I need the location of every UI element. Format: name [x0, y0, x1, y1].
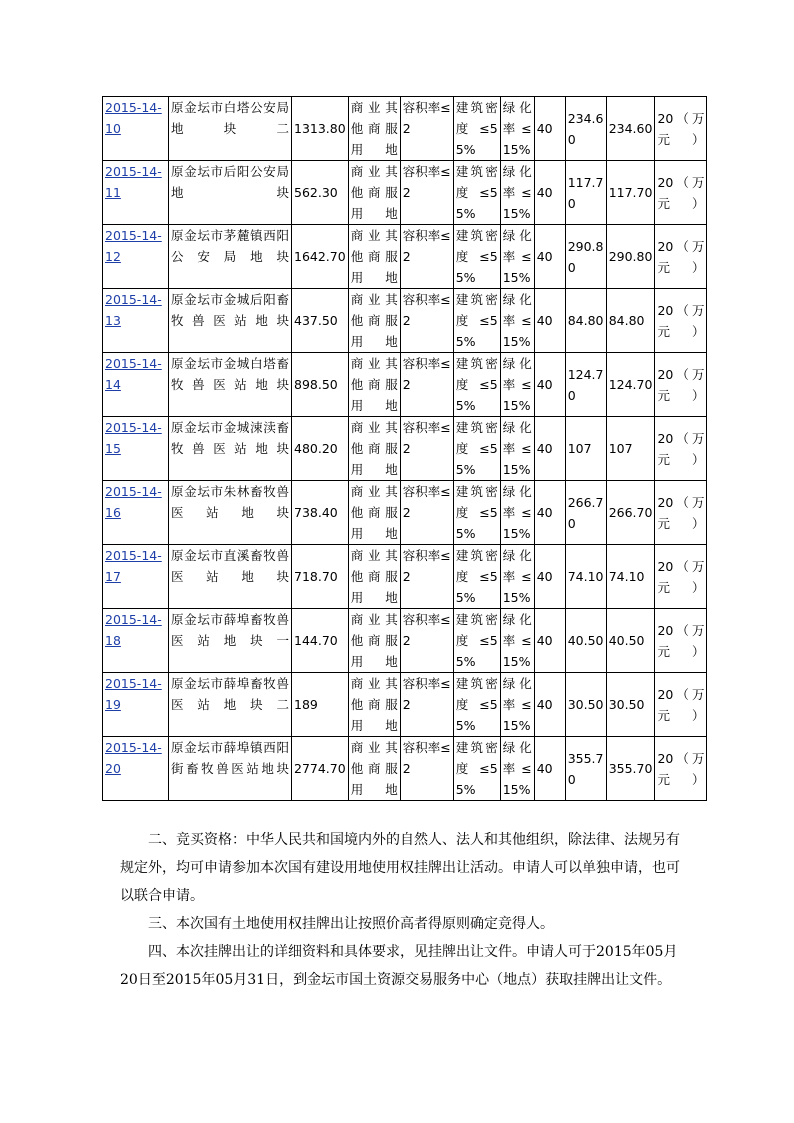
parcel-code-link[interactable]: 2015-14-20 [105, 740, 162, 776]
green-ratio-cell: 绿化率≤15% [500, 417, 534, 481]
parcel-area-cell: 718.70 [292, 545, 349, 609]
parcel-name-cell: 原金坛市后阳公安局地块 [169, 161, 292, 225]
parcel-area-cell: 562.30 [292, 161, 349, 225]
table-row [103, 161, 707, 225]
floor-area-ratio-cell: 容积率≤2 [400, 481, 453, 545]
starting-price-cell: 266.70 [565, 481, 606, 545]
parcel-name-cell: 原金坛市金城涑渎畜牧兽医站地块 [169, 417, 292, 481]
parcel-code-link-cell [103, 545, 169, 609]
land-use-cell: 商业其他商服用地 [348, 545, 400, 609]
lease-years-cell: 40 [534, 289, 565, 353]
green-ratio-cell: 绿化率≤15% [500, 161, 534, 225]
parcel-name-cell: 原金坛市薛埠镇西阳街畜牧兽医站地块 [169, 737, 292, 801]
parcel-code-link[interactable]: 2015-14-15 [105, 420, 162, 456]
table-row [103, 673, 707, 737]
green-ratio-cell: 绿化率≤15% [500, 289, 534, 353]
parcel-code-link-cell [103, 97, 169, 161]
parcel-code-link[interactable]: 2015-14-14 [105, 356, 162, 392]
reserve-price-cell: 266.70 [606, 481, 655, 545]
starting-price-cell: 124.70 [565, 353, 606, 417]
parcel-name-cell: 原金坛市薛埠畜牧兽医站地块二 [169, 673, 292, 737]
parcel-code-link-cell [103, 417, 169, 481]
parcel-area-cell: 1642.70 [292, 225, 349, 289]
green-ratio-cell: 绿化率≤15% [500, 673, 534, 737]
green-ratio-cell: 绿化率≤15% [500, 609, 534, 673]
floor-area-ratio-cell: 容积率≤2 [400, 353, 453, 417]
lease-years-cell: 40 [534, 609, 565, 673]
parcel-area-cell: 480.20 [292, 417, 349, 481]
land-use-cell: 商业其他商服用地 [348, 225, 400, 289]
reserve-price-cell: 74.10 [606, 545, 655, 609]
floor-area-ratio-cell: 容积率≤2 [400, 97, 453, 161]
parcel-name-cell: 原金坛市白塔公安局地块二 [169, 97, 292, 161]
parcel-area-cell: 1313.80 [292, 97, 349, 161]
starting-price-cell: 355.70 [565, 737, 606, 801]
land-use-cell: 商业其他商服用地 [348, 673, 400, 737]
parcel-name-cell: 原金坛市直溪畜牧兽医站地块 [169, 545, 292, 609]
parcel-code-link[interactable]: 2015-14-10 [105, 100, 162, 136]
floor-area-ratio-cell: 容积率≤2 [400, 737, 453, 801]
parcel-code-link[interactable]: 2015-14-11 [105, 164, 162, 200]
deposit-amount-cell: 20（万元） [655, 737, 707, 801]
deposit-amount-cell: 20（万元） [655, 609, 707, 673]
paragraph-qualification: 二、竞买资格：中华人民共和国境内外的自然人、法人和其他组织，除法律、法规另有规定外，均可申请参加本次国有建设用地使用权挂牌出让活动。申请人可以单独申请，也可以联合申请。 [120, 832, 680, 904]
paragraph-winner-rule: 三、本次国有土地使用权挂牌出让按照价高者得原则确定竞得人。 [148, 916, 554, 932]
green-ratio-cell: 绿化率≤15% [500, 97, 534, 161]
reserve-price-cell: 107 [606, 417, 655, 481]
floor-area-ratio-cell: 容积率≤2 [400, 417, 453, 481]
reserve-price-cell: 234.60 [606, 97, 655, 161]
reserve-price-cell: 117.70 [606, 161, 655, 225]
reserve-price-cell: 290.80 [606, 225, 655, 289]
land-use-cell: 商业其他商服用地 [348, 289, 400, 353]
building-density-cell: 建筑密度≤55% [453, 289, 500, 353]
lease-years-cell: 40 [534, 353, 565, 417]
building-density-cell: 建筑密度≤55% [453, 609, 500, 673]
table-row [103, 225, 707, 289]
table-row [103, 609, 707, 673]
parcel-area-cell: 898.50 [292, 353, 349, 417]
reserve-price-cell: 84.80 [606, 289, 655, 353]
land-use-cell: 商业其他商服用地 [348, 609, 400, 673]
lease-years-cell: 40 [534, 737, 565, 801]
building-density-cell: 建筑密度≤55% [453, 737, 500, 801]
building-density-cell: 建筑密度≤55% [453, 97, 500, 161]
floor-area-ratio-cell: 容积率≤2 [400, 289, 453, 353]
building-density-cell: 建筑密度≤55% [453, 353, 500, 417]
parcel-name-cell: 原金坛市朱林畜牧兽医站地块 [169, 481, 292, 545]
green-ratio-cell: 绿化率≤15% [500, 353, 534, 417]
table-row [103, 545, 707, 609]
green-ratio-cell: 绿化率≤15% [500, 225, 534, 289]
deposit-amount-cell: 20（万元） [655, 673, 707, 737]
deposit-amount-cell: 20（万元） [655, 417, 707, 481]
deposit-amount-cell: 20（万元） [655, 481, 707, 545]
parcel-area-cell: 437.50 [292, 289, 349, 353]
starting-price-cell: 84.80 [565, 289, 606, 353]
parcel-code-link-cell [103, 609, 169, 673]
floor-area-ratio-cell: 容积率≤2 [400, 225, 453, 289]
reserve-price-cell: 30.50 [606, 673, 655, 737]
green-ratio-cell: 绿化率≤15% [500, 545, 534, 609]
land-use-cell: 商业其他商服用地 [348, 353, 400, 417]
building-density-cell: 建筑密度≤55% [453, 545, 500, 609]
land-parcel-table [102, 96, 707, 801]
paragraph-documents: 四、本次挂牌出让的详细资料和具体要求，见挂牌出让文件。申请人可于2015年05月20日至2015年05月31日，到金坛市国土资源交易服务中心（地点）获取挂牌出让文件。 [120, 944, 678, 988]
land-use-cell: 商业其他商服用地 [348, 481, 400, 545]
reserve-price-cell: 355.70 [606, 737, 655, 801]
starting-price-cell: 290.80 [565, 225, 606, 289]
starting-price-cell: 74.10 [565, 545, 606, 609]
lease-years-cell: 40 [534, 481, 565, 545]
deposit-amount-cell: 20（万元） [655, 289, 707, 353]
parcel-name-cell: 原金坛市金城白塔畜牧兽医站地块 [169, 353, 292, 417]
parcel-code-link[interactable]: 2015-14-13 [105, 292, 162, 328]
green-ratio-cell: 绿化率≤15% [500, 737, 534, 801]
land-use-cell: 商业其他商服用地 [348, 161, 400, 225]
deposit-amount-cell: 20（万元） [655, 353, 707, 417]
parcel-code-link-cell [103, 673, 169, 737]
parcel-code-link[interactable]: 2015-14-16 [105, 484, 162, 520]
building-density-cell: 建筑密度≤55% [453, 481, 500, 545]
floor-area-ratio-cell: 容积率≤2 [400, 673, 453, 737]
parcel-name-cell: 原金坛市金城后阳畜牧兽医站地块 [169, 289, 292, 353]
lease-years-cell: 40 [534, 545, 565, 609]
table-row [103, 737, 707, 801]
lease-years-cell: 40 [534, 225, 565, 289]
lease-years-cell: 40 [534, 161, 565, 225]
building-density-cell: 建筑密度≤55% [453, 417, 500, 481]
deposit-amount-cell: 20（万元） [655, 225, 707, 289]
land-use-cell: 商业其他商服用地 [348, 737, 400, 801]
starting-price-cell: 117.70 [565, 161, 606, 225]
starting-price-cell: 234.60 [565, 97, 606, 161]
table-row [103, 289, 707, 353]
parcel-name-cell: 原金坛市薛埠畜牧兽医站地块一 [169, 609, 292, 673]
parcel-code-link-cell [103, 225, 169, 289]
deposit-amount-cell: 20（万元） [655, 97, 707, 161]
building-density-cell: 建筑密度≤55% [453, 225, 500, 289]
parcel-area-cell: 738.40 [292, 481, 349, 545]
parcel-code-link[interactable]: 2015-14-12 [105, 228, 162, 264]
parcel-code-link-cell [103, 161, 169, 225]
parcel-area-cell: 2774.70 [292, 737, 349, 801]
floor-area-ratio-cell: 容积率≤2 [400, 545, 453, 609]
reserve-price-cell: 124.70 [606, 353, 655, 417]
starting-price-cell: 107 [565, 417, 606, 481]
table-row [103, 481, 707, 545]
parcel-code-link-cell [103, 737, 169, 801]
parcel-code-link-cell [103, 481, 169, 545]
building-density-cell: 建筑密度≤55% [453, 673, 500, 737]
parcel-area-cell: 189 [292, 673, 349, 737]
lease-years-cell: 40 [534, 97, 565, 161]
table-row [103, 353, 707, 417]
lease-years-cell: 40 [534, 673, 565, 737]
reserve-price-cell: 40.50 [606, 609, 655, 673]
starting-price-cell: 40.50 [565, 609, 606, 673]
parcel-code-link[interactable]: 2015-14-17 [105, 548, 162, 584]
deposit-amount-cell: 20（万元） [655, 161, 707, 225]
lease-years-cell: 40 [534, 417, 565, 481]
parcel-code-link[interactable]: 2015-14-19 [105, 676, 162, 712]
building-density-cell: 建筑密度≤55% [453, 161, 500, 225]
deposit-amount-cell: 20（万元） [655, 545, 707, 609]
parcel-code-link-cell [103, 353, 169, 417]
parcel-name-cell: 原金坛市茅麓镇西阳公安局地块 [169, 225, 292, 289]
land-use-cell: 商业其他商服用地 [348, 97, 400, 161]
table-row [103, 97, 707, 161]
land-use-cell: 商业其他商服用地 [348, 417, 400, 481]
floor-area-ratio-cell: 容积率≤2 [400, 609, 453, 673]
floor-area-ratio-cell: 容积率≤2 [400, 161, 453, 225]
starting-price-cell: 30.50 [565, 673, 606, 737]
parcel-area-cell: 144.70 [292, 609, 349, 673]
green-ratio-cell: 绿化率≤15% [500, 481, 534, 545]
parcel-code-link[interactable]: 2015-14-18 [105, 612, 162, 648]
parcel-code-link-cell [103, 289, 169, 353]
table-row [103, 417, 707, 481]
